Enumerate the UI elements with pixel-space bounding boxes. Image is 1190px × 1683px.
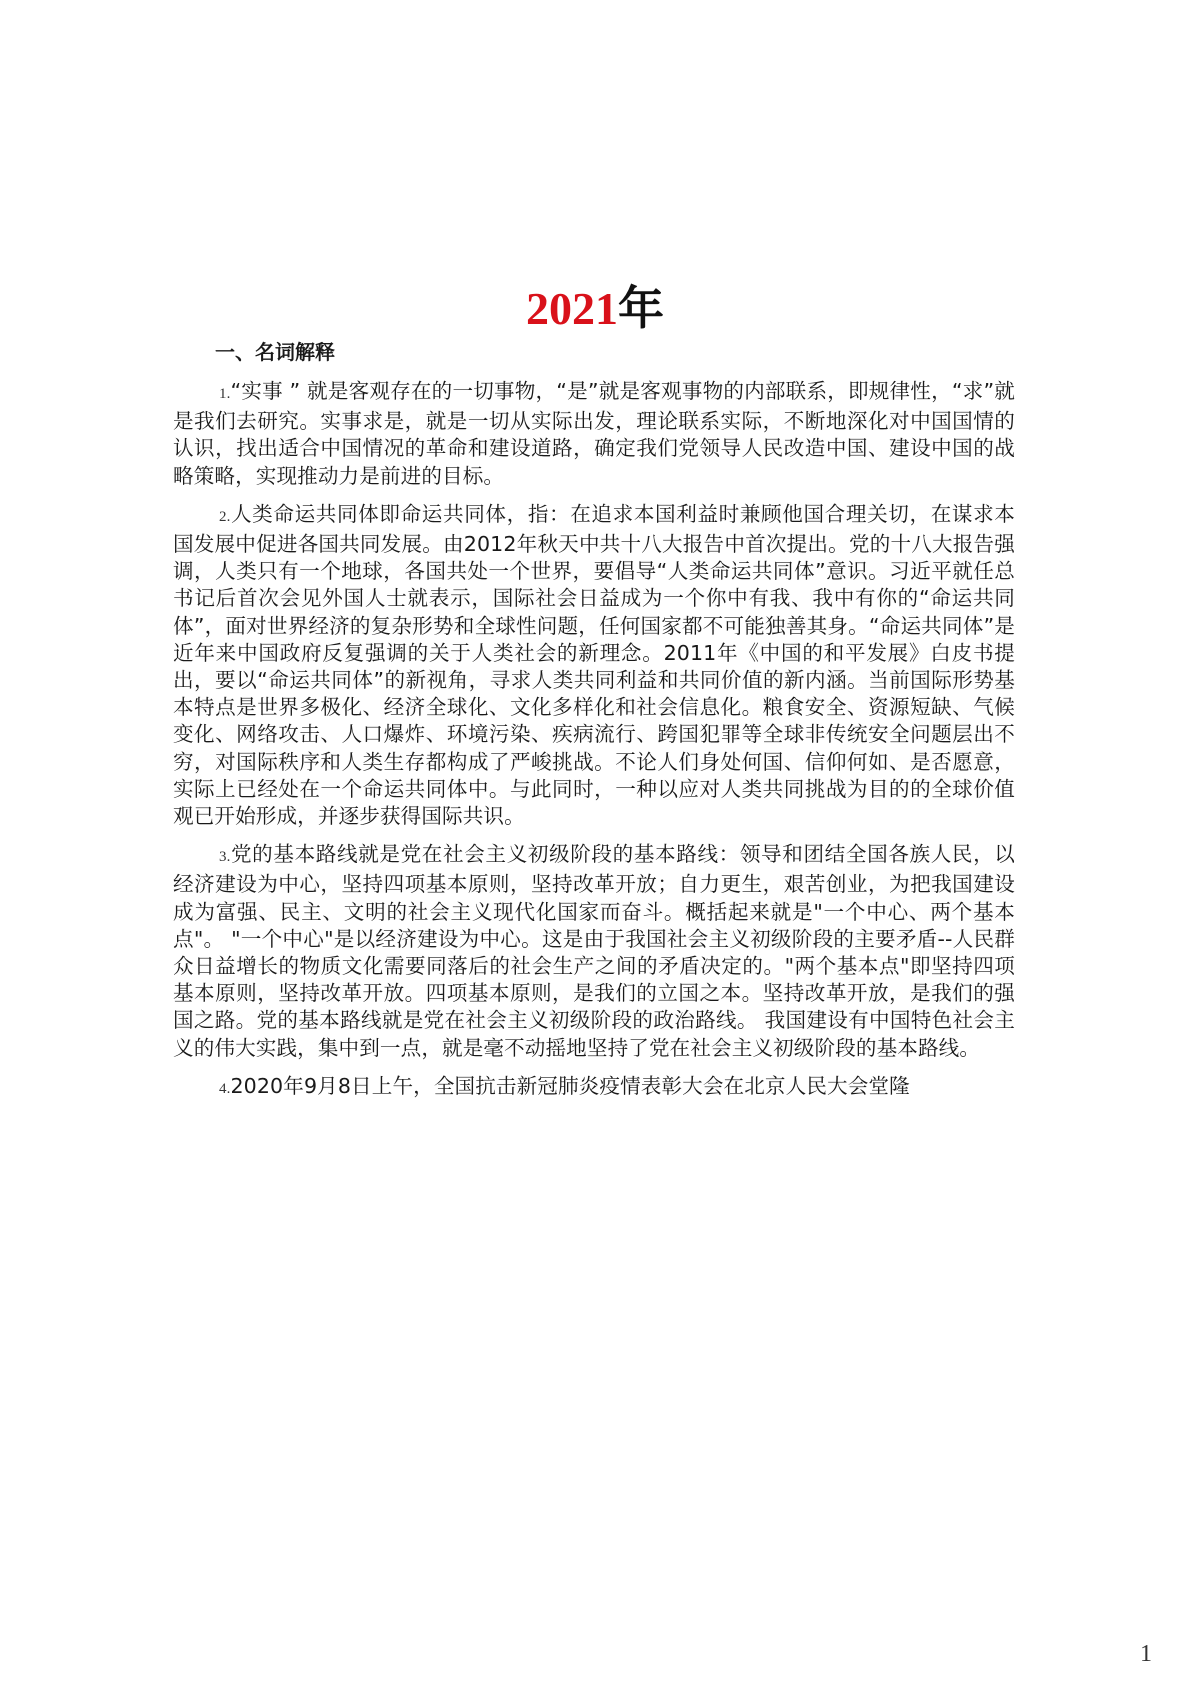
title-year-char: 年 xyxy=(618,281,664,335)
paragraph-text: 2020年9月8日上午，全国抗击新冠肺炎疫情表彰大会在北京人民大会堂隆 xyxy=(230,1073,910,1098)
paragraph-1 xyxy=(173,378,1015,490)
document-title xyxy=(0,282,1190,335)
title-year-number: 2021 xyxy=(526,283,618,334)
page-number: 1 xyxy=(1140,1641,1152,1667)
paragraph-number: 3. xyxy=(219,849,231,866)
paragraph-text: “实事 ” 就是客观存在的一切事物，“是”就是客观事物的内部联系，即规律性，“求”就是我们去研究。实事求是，就是一切从实际出发，理论联系实际，不断地深化对中国国情的认识，找出适合中国情况的革命和建设道路，确定我们党领导人民改造中国、建设中国的战略策略，实现推动力是前进的目标。 xyxy=(173,379,1015,488)
paragraph-2 xyxy=(173,501,1015,830)
document-body xyxy=(173,378,1015,1114)
paragraph-number: 4. xyxy=(219,1080,231,1097)
paragraph-text: 党的基本路线就是党在社会主义初级阶段的基本路线：领导和团结全国各族人民，以经济建设为中心，坚持四项基本原则，坚持改革开放；自力更生，艰苦创业，为把我国建设成为富强、民主、文明的社会主义现代化国家而奋斗。概括起来就是"一个中心、两个基本点"。 "一个中心"是以经济建设为中心。这是由于我国社会主义初级阶段的主要矛盾--人民群众日益增长的物质文化需要同落后的社会生产之间的矛盾决定的。"两个基本点"即坚持四项基本原则，坚持改革开放。四项基本原则，是我们的立国之本。坚持改革开放，是我们的强国之路。党的基本路线就是党在社会主义初级阶段的政治路线。 我国建设有中国特色社会主义的伟大实践，集中到一点，就是毫不动摇地坚持了党在社会主义初级阶段的基本路线。 xyxy=(173,842,1015,1060)
paragraph-4 xyxy=(173,1073,1015,1103)
paragraph-number: 2. xyxy=(219,508,231,525)
paragraph-3 xyxy=(173,841,1015,1062)
section-heading: 一、名词解释 xyxy=(215,340,335,364)
paragraph-text: 人类命运共同体即命运共同体，指：在追求本国利益时兼顾他国合理关切，在谋求本国发展中促进各国共同发展。由2012年秋天中共十八大报告中首次提出。党的十八大报告强调，人类只有一个地球，各国共处一个世界，要倡导“人类命运共同体”意识。习近平就任总书记后首次会见外国人士就表示，国际社会日益成为一个你中有我、我中有你的“命运共同体”，面对世界经济的复杂形势和全球性问题，任何国家都不可能独善其身。“命运共同体”是近年来中国政府反复强调的关于人类社会的新理念。2011年《中国的和平发展》白皮书提出，要以“命运共同体”的新视角，寻求人类共同利益和共同价值的新内涵。当前国际形势基本特点是世界多极化、经济全球化、文化多样化和社会信息化。粮食安全、资源短缺、气候变化、网络攻击、人口爆炸、环境污染、疾病流行、跨国犯罪等全球非传统安全问题层出不穷，对国际秩序和人类生存都构成了严峻挑战。不论人们身处何国、信仰何如、是否愿意，实际上已经处在一个命运共同体中。与此同时，一种以应对人类共同挑战为目的的全球价值观已开始形成，并逐步获得国际共识。 xyxy=(173,501,1015,829)
paragraph-number: 1. xyxy=(219,386,231,402)
